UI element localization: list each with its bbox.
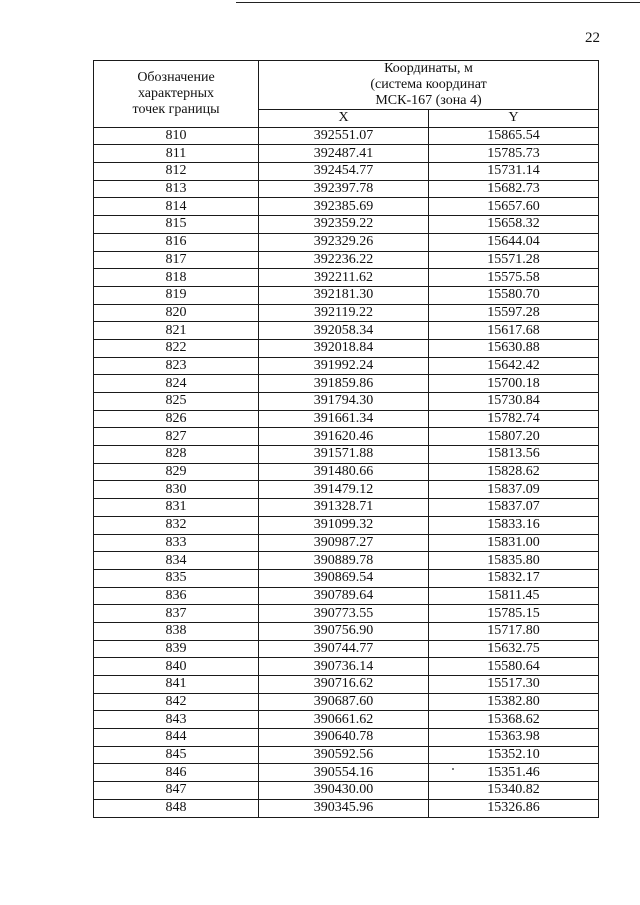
table-row xyxy=(94,304,599,322)
table-row xyxy=(94,499,599,517)
point-cell: 847 xyxy=(94,782,259,800)
point-cell: 815 xyxy=(94,216,259,234)
table-row xyxy=(94,658,599,676)
table-row xyxy=(94,552,599,570)
point-cell: 827 xyxy=(94,428,259,446)
x-cell: 390773.55 xyxy=(259,605,429,623)
y-cell: 15352.10 xyxy=(429,746,599,764)
point-cell: 824 xyxy=(94,375,259,393)
table-row xyxy=(94,322,599,340)
x-cell: 390345.96 xyxy=(259,799,429,817)
table-row xyxy=(94,198,599,216)
x-cell: 392058.34 xyxy=(259,322,429,340)
point-cell: 832 xyxy=(94,516,259,534)
x-cell: 390889.78 xyxy=(259,552,429,570)
y-cell: 15642.42 xyxy=(429,357,599,375)
x-cell: 392181.30 xyxy=(259,286,429,304)
table-row xyxy=(94,127,599,145)
point-cell: 814 xyxy=(94,198,259,216)
table-row xyxy=(94,693,599,711)
page-number: 22 xyxy=(585,30,600,46)
table-row xyxy=(94,269,599,287)
header-row-top xyxy=(94,61,599,110)
y-cell: 15700.18 xyxy=(429,375,599,393)
y-cell: 15580.70 xyxy=(429,286,599,304)
x-cell: 392329.26 xyxy=(259,233,429,251)
point-cell: 817 xyxy=(94,251,259,269)
y-cell: 15363.98 xyxy=(429,729,599,747)
x-cell: 392119.22 xyxy=(259,304,429,322)
y-cell: 15382.80 xyxy=(429,693,599,711)
header-y: Y xyxy=(429,110,599,128)
x-cell: 392018.84 xyxy=(259,339,429,357)
y-cell: 15517.30 xyxy=(429,676,599,694)
header-point-line-3: точек границы xyxy=(132,101,220,117)
y-cell: 15326.86 xyxy=(429,799,599,817)
x-cell: 391099.32 xyxy=(259,516,429,534)
y-cell: 15368.62 xyxy=(429,711,599,729)
y-cell: 15597.28 xyxy=(429,304,599,322)
point-cell: 834 xyxy=(94,552,259,570)
header-coordinates xyxy=(259,61,599,110)
point-cell: 839 xyxy=(94,640,259,658)
point-cell: 844 xyxy=(94,729,259,747)
top-rule xyxy=(236,2,640,3)
table-row xyxy=(94,676,599,694)
x-cell: 390687.60 xyxy=(259,693,429,711)
y-cell: 15580.64 xyxy=(429,658,599,676)
table-row xyxy=(94,782,599,800)
point-cell: 820 xyxy=(94,304,259,322)
point-cell: 843 xyxy=(94,711,259,729)
y-cell: 15630.88 xyxy=(429,339,599,357)
table-header xyxy=(94,61,599,128)
x-cell: 390744.77 xyxy=(259,640,429,658)
x-cell: 391480.66 xyxy=(259,463,429,481)
point-cell: 823 xyxy=(94,357,259,375)
table-row xyxy=(94,640,599,658)
point-cell: 838 xyxy=(94,622,259,640)
header-coords-line-2: (система координат xyxy=(370,77,487,92)
point-cell: 833 xyxy=(94,534,259,552)
point-cell: 818 xyxy=(94,269,259,287)
point-cell: 825 xyxy=(94,393,259,411)
table-row xyxy=(94,286,599,304)
x-cell: 391661.34 xyxy=(259,410,429,428)
coordinates-table xyxy=(93,60,599,818)
point-cell: 826 xyxy=(94,410,259,428)
point-cell: 837 xyxy=(94,605,259,623)
y-cell: 15832.17 xyxy=(429,569,599,587)
x-cell: 390554.16 xyxy=(259,764,429,782)
y-cell: 15657.60 xyxy=(429,198,599,216)
table-row xyxy=(94,799,599,817)
point-cell: 841 xyxy=(94,676,259,694)
point-cell: 813 xyxy=(94,180,259,198)
x-cell: 391859.86 xyxy=(259,375,429,393)
x-cell: 392359.22 xyxy=(259,216,429,234)
x-cell: 391571.88 xyxy=(259,446,429,464)
point-cell: 811 xyxy=(94,145,259,163)
x-cell: 392385.69 xyxy=(259,198,429,216)
point-cell: 828 xyxy=(94,446,259,464)
table-row xyxy=(94,587,599,605)
x-cell: 391794.30 xyxy=(259,393,429,411)
table-row xyxy=(94,746,599,764)
x-cell: 390789.64 xyxy=(259,587,429,605)
table-row xyxy=(94,145,599,163)
table-row xyxy=(94,233,599,251)
point-cell: 819 xyxy=(94,286,259,304)
y-cell: 15837.07 xyxy=(429,499,599,517)
header-x: X xyxy=(259,110,429,128)
y-cell: 15807.20 xyxy=(429,428,599,446)
table-row xyxy=(94,216,599,234)
header-point-designation xyxy=(94,61,259,128)
x-cell: 391620.46 xyxy=(259,428,429,446)
point-cell: 831 xyxy=(94,499,259,517)
y-cell: 15835.80 xyxy=(429,552,599,570)
y-cell: 15731.14 xyxy=(429,163,599,181)
table-row xyxy=(94,180,599,198)
point-cell: 835 xyxy=(94,569,259,587)
y-cell: 15644.04 xyxy=(429,233,599,251)
table-row xyxy=(94,605,599,623)
x-cell: 391992.24 xyxy=(259,357,429,375)
point-cell: 842 xyxy=(94,693,259,711)
header-coords-line-3: МСК-167 (зона 4) xyxy=(375,93,482,108)
table-row xyxy=(94,622,599,640)
point-cell: 840 xyxy=(94,658,259,676)
y-cell: 15717.80 xyxy=(429,622,599,640)
x-cell: 390987.27 xyxy=(259,534,429,552)
table-row xyxy=(94,711,599,729)
table-row xyxy=(94,516,599,534)
y-cell: 15682.73 xyxy=(429,180,599,198)
x-cell: 390869.54 xyxy=(259,569,429,587)
y-cell: 15831.00 xyxy=(429,534,599,552)
y-cell: 15571.28 xyxy=(429,251,599,269)
x-cell: 390430.00 xyxy=(259,782,429,800)
y-cell: 15340.82 xyxy=(429,782,599,800)
y-cell: 15785.15 xyxy=(429,605,599,623)
y-cell: 15837.09 xyxy=(429,481,599,499)
x-cell: 390640.78 xyxy=(259,729,429,747)
table-row xyxy=(94,569,599,587)
y-cell: 15730.84 xyxy=(429,393,599,411)
point-cell: 845 xyxy=(94,746,259,764)
header-point-line-1: Обозначение xyxy=(137,69,215,85)
table-row xyxy=(94,729,599,747)
point-cell: 848 xyxy=(94,799,259,817)
y-cell: 15865.54 xyxy=(429,127,599,145)
header-point-line-2: характерных xyxy=(137,85,215,101)
x-cell: 390736.14 xyxy=(259,658,429,676)
y-cell: 15617.68 xyxy=(429,322,599,340)
table-row xyxy=(94,463,599,481)
y-cell: 15828.62 xyxy=(429,463,599,481)
table-row xyxy=(94,446,599,464)
table-row xyxy=(94,534,599,552)
x-cell: 391479.12 xyxy=(259,481,429,499)
table-row xyxy=(94,481,599,499)
y-cell: 15658.32 xyxy=(429,216,599,234)
point-cell: 830 xyxy=(94,481,259,499)
table-row xyxy=(94,251,599,269)
y-cell: 15632.75 xyxy=(429,640,599,658)
table-row xyxy=(94,764,599,782)
y-cell: 15782.74 xyxy=(429,410,599,428)
y-cell: 15575.58 xyxy=(429,269,599,287)
x-cell: 392487.41 xyxy=(259,145,429,163)
x-cell: 392454.77 xyxy=(259,163,429,181)
y-cell: 15833.16 xyxy=(429,516,599,534)
point-cell: 812 xyxy=(94,163,259,181)
table-row xyxy=(94,163,599,181)
y-cell: 15813.56 xyxy=(429,446,599,464)
x-cell: 390756.90 xyxy=(259,622,429,640)
y-cell: 15785.73 xyxy=(429,145,599,163)
x-cell: 390592.56 xyxy=(259,746,429,764)
x-cell: 392211.62 xyxy=(259,269,429,287)
table-row xyxy=(94,339,599,357)
x-cell: 390661.62 xyxy=(259,711,429,729)
point-cell: 846 xyxy=(94,764,259,782)
point-cell: 821 xyxy=(94,322,259,340)
y-cell: 15351.46 xyxy=(429,764,599,782)
point-cell: 810 xyxy=(94,127,259,145)
x-cell: 392236.22 xyxy=(259,251,429,269)
table-row xyxy=(94,410,599,428)
point-cell: 822 xyxy=(94,339,259,357)
x-cell: 392551.07 xyxy=(259,127,429,145)
point-cell: 836 xyxy=(94,587,259,605)
header-coords-line-1: Координаты, м xyxy=(384,61,473,76)
table-row xyxy=(94,393,599,411)
point-cell: 816 xyxy=(94,233,259,251)
table-body xyxy=(94,127,599,817)
table-row xyxy=(94,357,599,375)
point-cell: 829 xyxy=(94,463,259,481)
x-cell: 391328.71 xyxy=(259,499,429,517)
scan-speck xyxy=(452,768,454,770)
table-row xyxy=(94,375,599,393)
x-cell: 392397.78 xyxy=(259,180,429,198)
y-cell: 15811.45 xyxy=(429,587,599,605)
x-cell: 390716.62 xyxy=(259,676,429,694)
table-row xyxy=(94,428,599,446)
